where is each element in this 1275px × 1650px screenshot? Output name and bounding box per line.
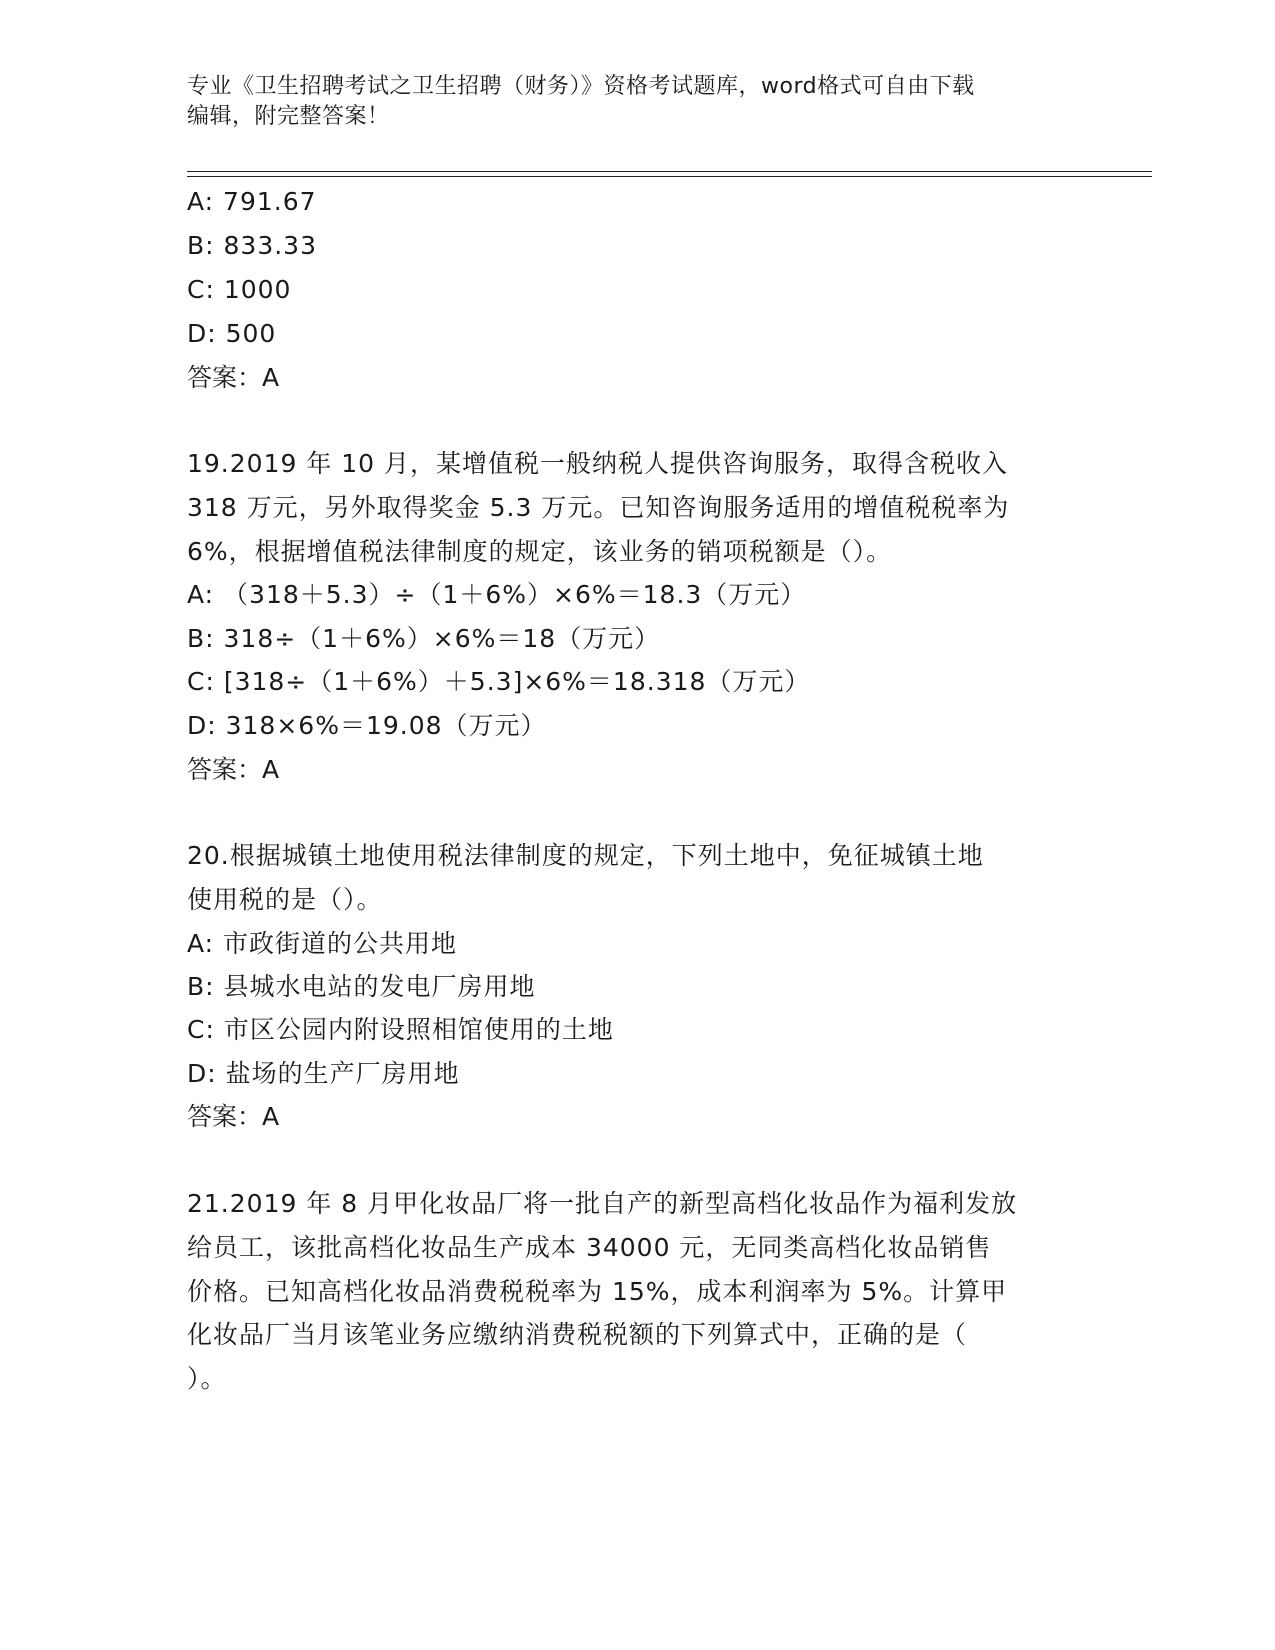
q18-answer: 答案：A	[187, 363, 280, 392]
q20-option-b: B: 县城水电站的发电厂房用地	[187, 972, 536, 1001]
q19-option-a: A: （318＋5.3）÷（1＋6%）×6%＝18.3（万元）	[187, 580, 807, 609]
q19-stem-line-1: 19.2019 年 10 月，某增值税一般纳税人提供咨询服务，取得含税收入	[187, 449, 1009, 478]
q18-option-b: B: 833.33	[187, 231, 317, 260]
q21-stem-line-3: 价格。已知高档化妆品消费税税率为 15%，成本利润率为 5%。计算甲	[187, 1277, 1008, 1306]
q21-stem-line-1: 21.2019 年 8 月甲化妆品厂将一批自产的新型高档化妆品作为福利发放	[187, 1189, 1018, 1218]
q18-option-c: C: 1000	[187, 275, 292, 304]
q20-answer: 答案：A	[187, 1102, 280, 1131]
q19-answer: 答案：A	[187, 755, 280, 784]
header-divider-top	[187, 171, 1152, 172]
q19-stem-line-3: 6%，根据增值税法律制度的规定，该业务的销项税额是（）。	[187, 537, 893, 566]
q19-option-c: C: [318÷（1＋6%）＋5.3]×6%＝18.318（万元）	[187, 667, 811, 696]
header-title-line-1: 专业《卫生招聘考试之卫生招聘（财务）》资格考试题库，word格式可自由下载	[187, 74, 975, 99]
q18-option-d: D: 500	[187, 319, 277, 348]
q20-stem-line-1: 20.根据城镇土地使用税法律制度的规定，下列土地中，免征城镇土地	[187, 841, 984, 870]
q20-option-c: C: 市区公园内附设照相馆使用的土地	[187, 1015, 614, 1044]
q21-stem-line-2: 给员工，该批高档化妆品生产成本 34000 元，无同类高档化妆品销售	[187, 1233, 992, 1262]
q18-option-a: A: 791.67	[187, 187, 317, 216]
q21-stem-line-4: 化妆品厂当月该笔业务应缴纳消费税税额的下列算式中，正确的是（	[187, 1320, 968, 1349]
header-divider-bottom	[187, 176, 1152, 177]
q19-option-d: D: 318×6%＝19.08（万元）	[187, 711, 547, 740]
q20-option-d: D: 盐场的生产厂房用地	[187, 1059, 460, 1088]
q21-stem-line-5: ）。	[187, 1364, 227, 1393]
q20-stem-line-2: 使用税的是（）。	[187, 885, 383, 914]
q19-option-b: B: 318÷（1＋6%）×6%＝18（万元）	[187, 624, 661, 653]
q20-option-a: A: 市政街道的公共用地	[187, 929, 458, 958]
q19-stem-line-2: 318 万元，另外取得奖金 5.3 万元。已知咨询服务适用的增值税税率为	[187, 493, 1010, 522]
header-title-line-2: 编辑，附完整答案！	[187, 104, 390, 129]
